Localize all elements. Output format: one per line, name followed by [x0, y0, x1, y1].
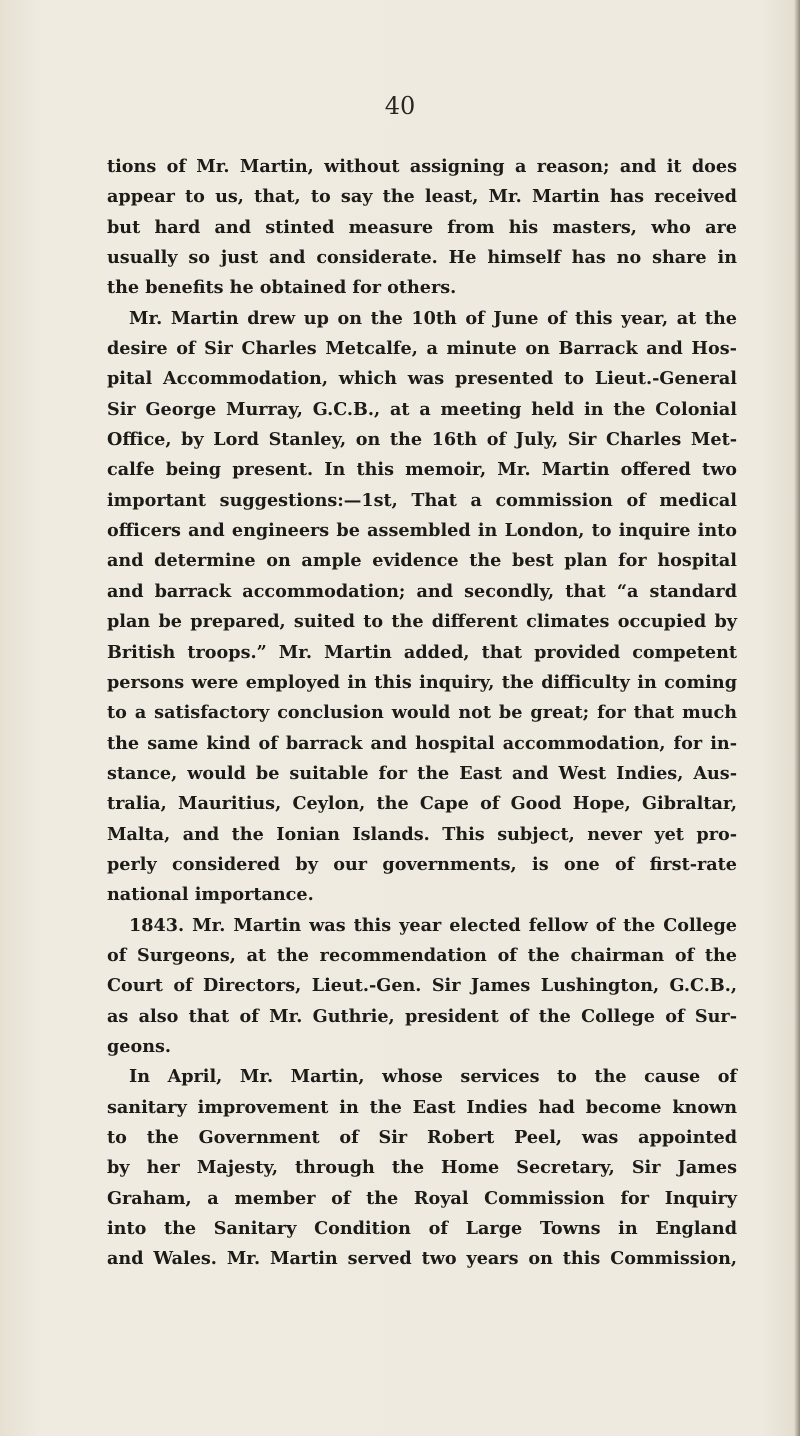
- text-line: the same kind of barrack and hospital accommodation, for in-: [107, 732, 737, 754]
- text-line: 1843. Mr. Martin was this year elected fellow of the College: [129, 914, 737, 936]
- text-line: Office, by Lord Stanley, on the 16th of July, Sir Charles Met-: [107, 429, 737, 451]
- text-line: by her Majesty, through the Home Secretary, Sir James: [107, 1157, 737, 1179]
- text-line: and barrack accommodation; and secondly, that “a standard: [107, 580, 737, 602]
- text-line: Mr. Martin drew up on the 10th of June of this year, at the: [129, 307, 737, 329]
- text-line: officers and engineers be assembled in London, to inquire into: [107, 520, 737, 542]
- text-line: perly considered by our governments, is one of first-rate: [107, 853, 737, 875]
- text-line: pital Accommodation, which was presented to Lieut.-General: [107, 368, 737, 390]
- text-line: into the Sanitary Condition of Large Towns in England: [107, 1218, 737, 1240]
- text-line: Sir George Murray, G.C.B., at a meeting held in the Colonial: [107, 398, 737, 420]
- text-line: of Surgeons, at the recommendation of the chairman of the: [107, 944, 737, 966]
- text-line: British troops.” Mr. Martin added, that provided competent: [107, 641, 737, 663]
- page-number: 40: [384, 92, 416, 120]
- text-line: geons.: [107, 1035, 172, 1057]
- text-line: stance, would be suitable for the East and West Indies, Aus-: [107, 762, 737, 784]
- page-edge-shadow: [794, 0, 800, 1436]
- body-text: [107, 152, 737, 1275]
- text-line: sanitary improvement in the East Indies had become known: [107, 1096, 737, 1118]
- text-line: plan be prepared, suited to the different climates occupied by: [107, 611, 737, 633]
- text-line: In April, Mr. Martin, whose services to the cause of: [129, 1066, 737, 1088]
- text-line: desire of Sir Charles Metcalfe, a minute on Barrack and Hos-: [107, 338, 737, 360]
- text-line: to a satisfactory conclusion would not be great; for that much: [107, 702, 737, 724]
- text-line: calfe being present. In this memoir, Mr. Martin offered two: [107, 459, 737, 481]
- text-line: tions of Mr. Martin, without assigning a reason; and it does: [107, 156, 737, 177]
- text-line: national importance.: [107, 884, 314, 906]
- text-line: to the Government of Sir Robert Peel, was appointed: [107, 1127, 737, 1148]
- text-line: appear to us, that, to say the least, Mr. Martin has received: [107, 186, 737, 208]
- text-line: persons were employed in this inquiry, the difficulty in coming: [107, 671, 737, 693]
- text-line: Court of Directors, Lieut.-Gen. Sir James Lushington, G.C.B.,: [107, 975, 737, 997]
- text-line: important suggestions:—1st, That a commission of medical: [107, 489, 737, 511]
- text-line: tralia, Mauritius, Ceylon, the Cape of Good Hope, Gibraltar,: [107, 793, 737, 815]
- text-line: Graham, a member of the Royal Commission for Inquiry: [107, 1187, 737, 1209]
- text-line: as also that of Mr. Guthrie, president of the College of Sur-: [107, 1005, 737, 1027]
- text-line: the benefits he obtained for others.: [107, 277, 457, 299]
- text-line: and Wales. Mr. Martin served two years on this Commission,: [107, 1248, 737, 1270]
- text-line: but hard and stinted measure from his masters, who are: [107, 216, 737, 238]
- text-line: usually so just and considerate. He himself has no share in: [107, 247, 737, 269]
- text-line: Malta, and the Ionian Islands. This subject, never yet pro-: [107, 823, 737, 845]
- text-line: and determine on ample evidence the best plan for hospital: [107, 550, 737, 572]
